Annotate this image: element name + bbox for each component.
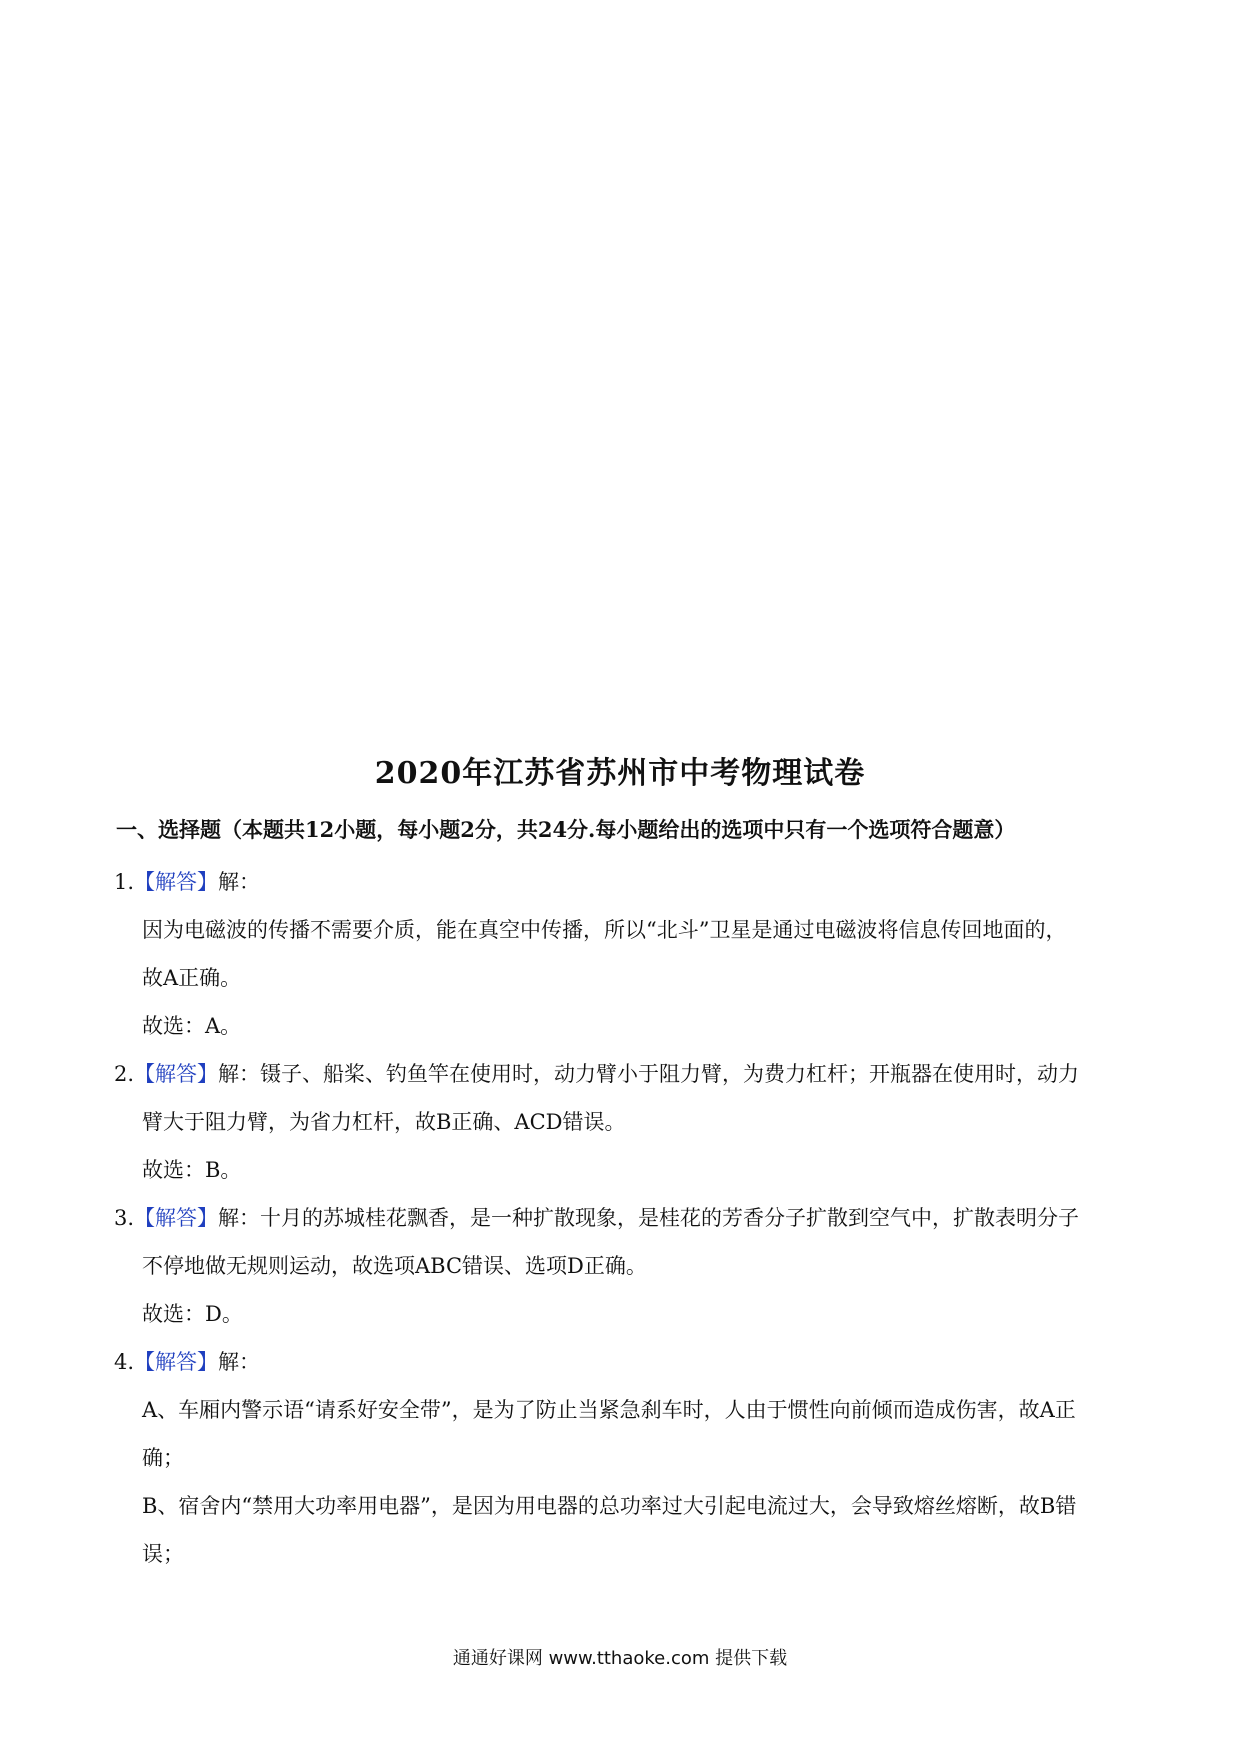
question-text: 解：镊子、船桨、钓鱼竿在使用时，动力臂小于阻力臂，为费力杠杆；开瓶器在使用时，动力 bbox=[218, 1062, 1080, 1086]
question-text: 解：十月的苏城桂花飘香，是一种扩散现象，是桂花的芳香分子扩散到空气中，扩散表明分子 bbox=[218, 1206, 1080, 1230]
question-number: 2. bbox=[114, 1062, 135, 1086]
question-3-line: 故选：D。 bbox=[142, 1302, 243, 1326]
question-4-header bbox=[114, 1348, 260, 1376]
question-1-line: 因为电磁波的传播不需要介质，能在真空中传播，所以“北斗”卫星是通过电磁波将信息传回地面的， bbox=[142, 918, 1067, 942]
question-1-line: 故选：A。 bbox=[142, 1014, 242, 1038]
page-footer: 通通好课网 www.tthaoke.com 提供下载 bbox=[452, 1648, 788, 1669]
question-text: 解： bbox=[218, 1350, 261, 1374]
question-2-header bbox=[114, 1060, 1079, 1088]
question-text: 解： bbox=[218, 870, 261, 894]
question-1-line: 故A正确。 bbox=[142, 966, 242, 990]
question-2-line: 臂大于阻力臂，为省力杠杆，故B正确、ACD错误。 bbox=[142, 1110, 626, 1134]
answer-tag: 【解答】 bbox=[134, 1206, 219, 1230]
question-3-header bbox=[114, 1204, 1079, 1232]
section-heading: 一、选择题（本题共12小题，每小题2分，共24分.每小题给出的选项中只有一个选项符合题意） bbox=[116, 817, 1016, 842]
question-number: 1. bbox=[114, 870, 135, 894]
question-4-line: 误； bbox=[142, 1542, 184, 1566]
answer-tag: 【解答】 bbox=[134, 870, 219, 894]
question-2-line: 故选：B。 bbox=[142, 1158, 242, 1182]
question-4-line: A、车厢内警示语“请系好安全带”，是为了防止当紧急刹车时，人由于惯性向前倾而造成伤害，故A正 bbox=[142, 1398, 1076, 1422]
page-title: 2020年江苏省苏州市中考物理试卷 bbox=[374, 756, 866, 791]
question-4-line: B、宿舍内“禁用大功率用电器”，是因为用电器的总功率过大引起电流过大，会导致熔丝熔断，故B错 bbox=[142, 1494, 1077, 1518]
question-number: 3. bbox=[114, 1206, 135, 1230]
question-number: 4. bbox=[114, 1350, 135, 1374]
answer-tag: 【解答】 bbox=[134, 1350, 219, 1374]
question-3-line: 不停地做无规则运动，故选项ABC错误、选项D正确。 bbox=[142, 1254, 647, 1278]
question-4-line: 确； bbox=[142, 1446, 184, 1470]
answer-tag: 【解答】 bbox=[134, 1062, 219, 1086]
question-1-header bbox=[114, 868, 260, 896]
